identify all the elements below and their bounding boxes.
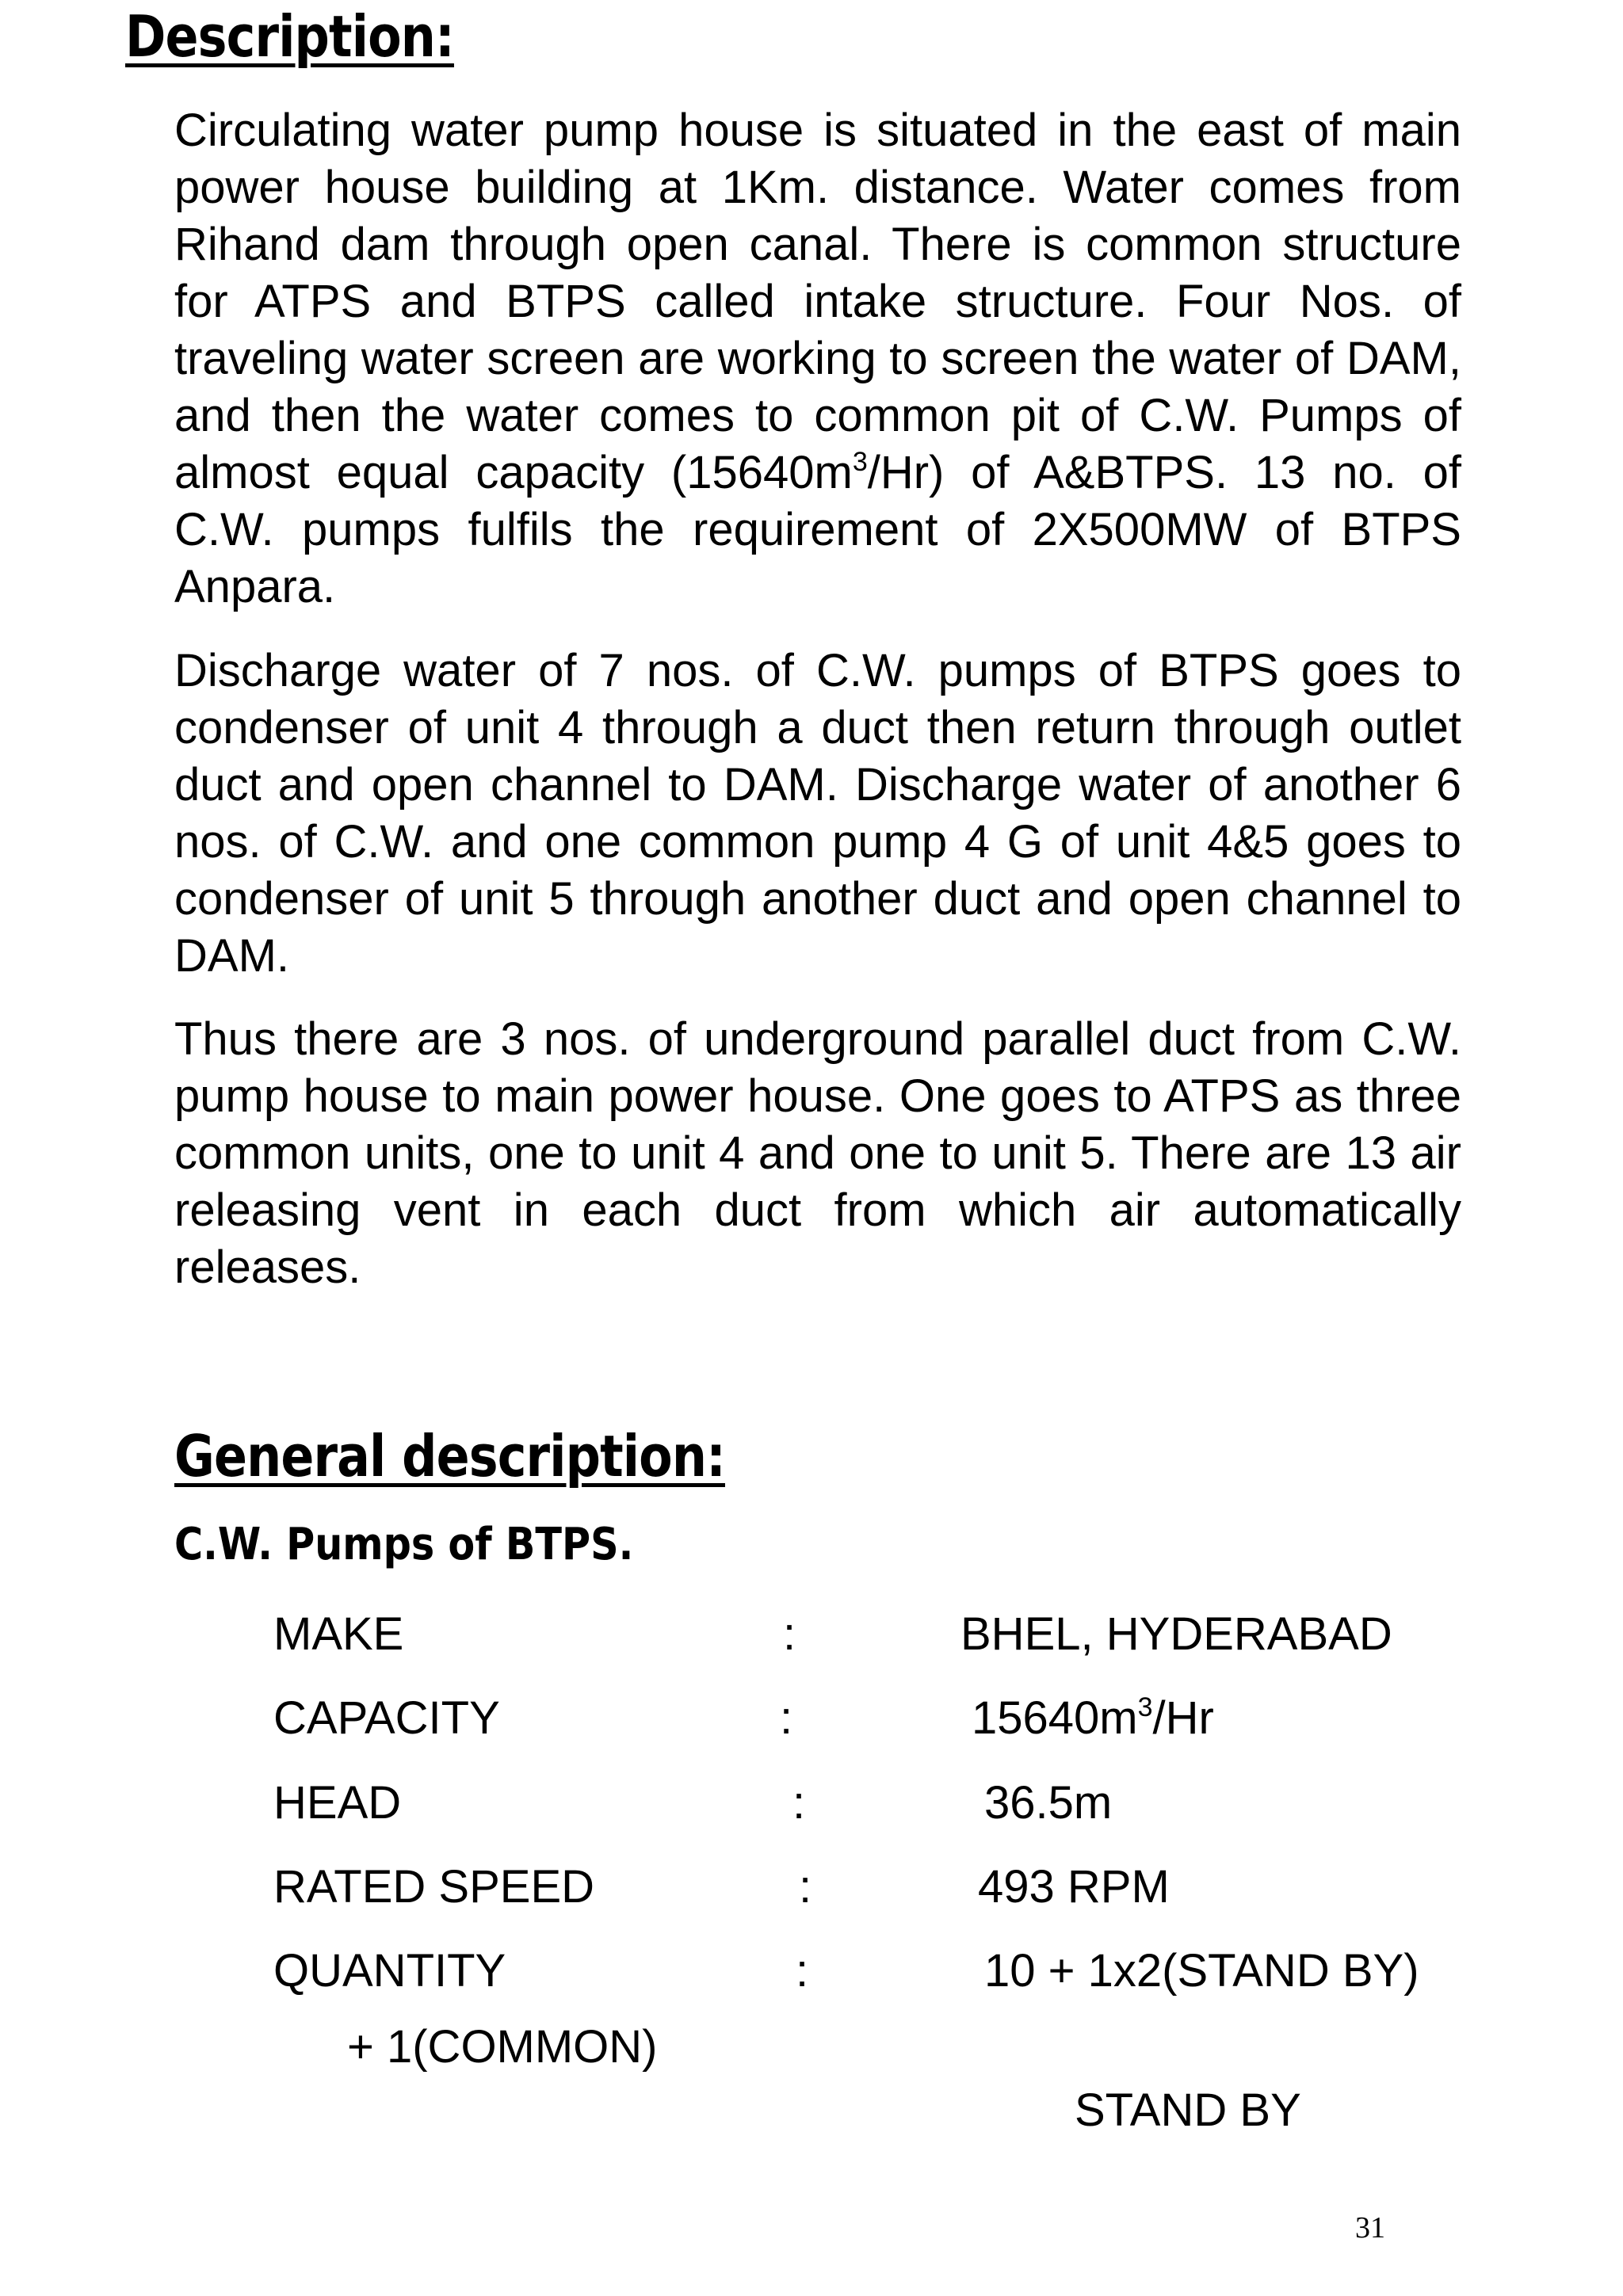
spec-quantity-continuation: + 1(COMMON) xyxy=(347,2021,658,2073)
spec-label-quantity: QUANTITY xyxy=(273,1945,506,1997)
spec-row-head xyxy=(0,1775,1623,1838)
spec-row-capacity xyxy=(0,1690,1623,1753)
paragraph-pump-house-text: Circulating water pump house is situated in the east of main power house building at 1Km. distance. Water comes from Rihand dam through open canal. There is common structure for ATPS and BTPS called intake structure. Four Nos. of traveling water screen are working to screen the water of DAM, and then the water comes to common pit of C.W. Pumps of almost equal capacity (15640m xyxy=(174,105,1461,498)
paragraph-discharge-water: Discharge water of 7 nos. of C.W. pumps of BTPS goes to condenser of unit 4 through a duct then return through outlet duct and open channel to DAM. Discharge water of another 6 nos. of C.W. and one common pump 4 G of unit 4&5 goes to condenser of unit 5 through another duct and open channel to DAM. xyxy=(174,645,1461,982)
paragraph-underground-ducts: Thus there are 3 nos. of underground parallel duct from C.W. pump house to main power house. One goes to ATPS as three common units, one to unit 4 and one to unit 5. There are 13 air releasing vent in each duct from which air automatically releases. xyxy=(174,1013,1461,1293)
spec-value-capacity xyxy=(972,1690,1214,1747)
spec-colon: : xyxy=(799,1861,812,1913)
page-number: 31 xyxy=(1355,2211,1385,2245)
superscript-cubic: 3 xyxy=(1137,1691,1153,1722)
spec-value-quantity: 10 + 1x2(STAND BY) xyxy=(984,1945,1419,1997)
spec-value-make: BHEL, HYDERABAD xyxy=(960,1608,1392,1660)
spec-row-make xyxy=(0,1606,1623,1669)
spec-row-rated-speed xyxy=(0,1859,1623,1922)
spec-label-head: HEAD xyxy=(273,1777,402,1829)
spec-value-capacity-unit: /Hr xyxy=(1152,1692,1214,1744)
spec-row-quantity xyxy=(0,1943,1623,2085)
paragraph-pump-house xyxy=(174,102,1461,616)
general-description-heading: General description: xyxy=(174,1423,725,1489)
spec-colon: : xyxy=(792,1777,806,1829)
spec-value-rated-speed: 493 RPM xyxy=(978,1861,1170,1913)
description-heading: Description: xyxy=(125,3,454,70)
spec-label-capacity: CAPACITY xyxy=(273,1692,500,1744)
spec-value-head: 36.5m xyxy=(984,1777,1113,1829)
spec-value-capacity-number: 15640m xyxy=(972,1692,1138,1744)
cw-pumps-subheading: C.W. Pumps of BTPS. xyxy=(174,1519,634,1570)
paragraph-pump-house-text-end: /Hr) of A&BTPS. 13 no. of C.W. pumps fulfils the requirement of 2X500MW of BTPS Anpara. xyxy=(174,447,1461,612)
superscript-cubic: 3 xyxy=(852,446,868,477)
spec-colon: : xyxy=(783,1608,796,1660)
spec-label-rated-speed: RATED SPEED xyxy=(273,1861,595,1913)
spec-colon: : xyxy=(780,1692,793,1744)
standby-note: STAND BY xyxy=(1075,2084,1301,2136)
spec-colon: : xyxy=(796,1945,809,1997)
spec-label-make: MAKE xyxy=(273,1608,404,1660)
